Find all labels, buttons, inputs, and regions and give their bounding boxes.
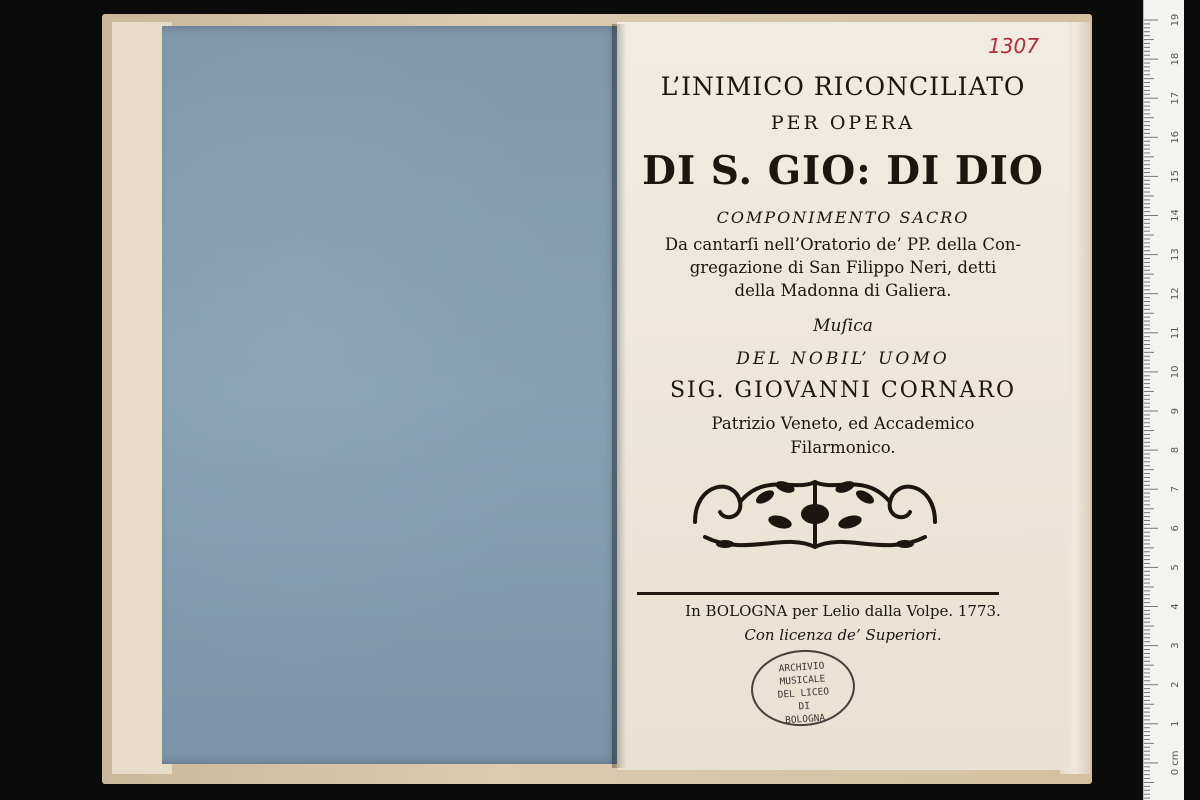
title-line-2: PER OPERA	[770, 112, 916, 134]
composer-prefix: DEL NOBIL’ UOMO	[736, 349, 950, 369]
ruler-label: 9	[1170, 407, 1181, 415]
ruler-scale	[1144, 0, 1184, 800]
title-line-3: DI S. GIO: DI DIO	[642, 148, 1044, 194]
ruler-label: 0 cm	[1170, 750, 1181, 776]
ruler-label: 3	[1170, 642, 1181, 649]
composer-title-1: Patrizio Veneto, ed Accademico	[711, 414, 975, 433]
ruler-label: 12	[1170, 287, 1181, 301]
ruler-label: 5	[1170, 564, 1181, 571]
imprint-line-2: Con licenza de’ Superiori.	[744, 626, 942, 644]
musica-label: Muſica	[813, 316, 873, 336]
stamp-line: DEL LICEO	[777, 686, 830, 701]
library-stamp	[748, 646, 857, 729]
stamp-line: DI	[798, 700, 811, 713]
ruler-label: 17	[1170, 91, 1181, 105]
occasion-line-1: Da cantarſi nell’Oratorio de’ PP. della Con-	[664, 235, 1022, 254]
ruler-label: 18	[1170, 52, 1181, 66]
ruler-label: 14	[1170, 209, 1181, 222]
ruler-label: 6	[1170, 525, 1181, 532]
ruler-label: 7	[1170, 486, 1181, 493]
measuring-ruler	[1143, 0, 1184, 800]
stamp-line: MUSICALE	[779, 673, 826, 688]
subtitle: COMPONIMENTO SACRO	[716, 208, 970, 227]
stamp-line: BOLOGNA	[784, 712, 826, 727]
ruler-label: 2	[1170, 681, 1181, 688]
blue-endpaper	[162, 26, 620, 764]
ruler-label: 15	[1170, 170, 1181, 183]
occasion-line-2: gregazione di San Filippo Neri, detti	[689, 258, 997, 277]
ruler-label: 1	[1170, 720, 1181, 727]
imprint-rule	[637, 592, 999, 595]
ruler-label: 16	[1170, 130, 1181, 144]
stamp-line: ARCHIVIO	[778, 660, 825, 675]
ruler-label: 8	[1170, 446, 1181, 454]
title-page	[617, 22, 1069, 770]
imprint-line-1: In BOLOGNA per Lelio dalla Volpe. 1773.	[685, 602, 1001, 620]
ruler-label: 4	[1170, 603, 1181, 610]
composer-title-2: Filarmonico.	[790, 438, 896, 457]
title-line-1: L’INIMICO RICONCILIATO	[660, 72, 1026, 101]
ruler-label: 19	[1170, 13, 1181, 27]
occasion-line-3: della Madonna di Galiera.	[734, 281, 952, 300]
composer-name: SIG. GIOVANNI CORNARO	[669, 378, 1017, 403]
printers-ornament	[685, 462, 945, 562]
ruler-label: 13	[1170, 248, 1181, 261]
ruler-label: 11	[1170, 326, 1181, 340]
spine-shadow	[612, 24, 626, 768]
ruler-label: 10	[1170, 365, 1181, 379]
shelfmark: 1307	[988, 34, 1039, 58]
